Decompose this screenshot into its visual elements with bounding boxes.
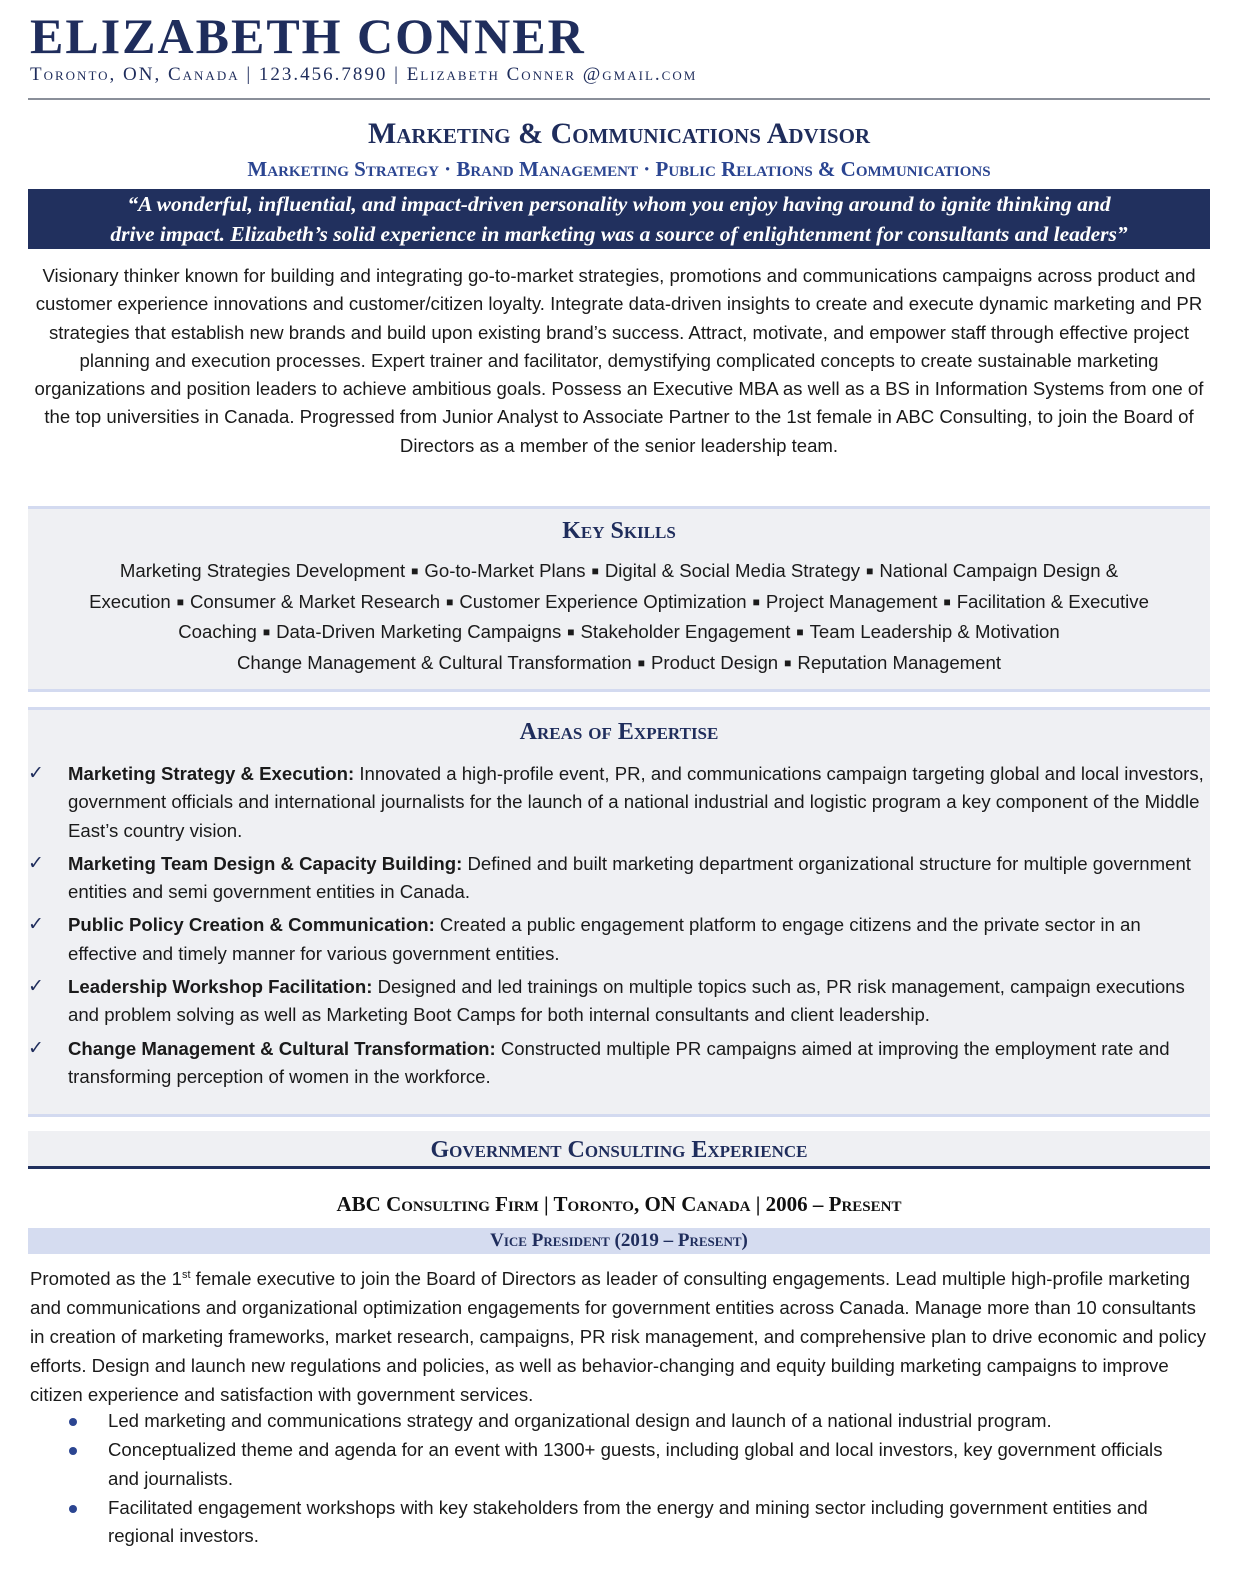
role-description-rest: female executive to join the Board of Directors as leader of consulting engagements. Lead multiple high-profile marketing and communications and organizational optimization engagements for government entities across Canada. Manage more than 10 consultants in creation of marketing frameworks, market research, campaigns, PR risk management, and comprehensive plan to drive economic and policy efforts. Design and launch new regulations and policies, as well as behavior-changing and equity building marketing campaigns to improve citizen experience and satisfaction with government services. <box>30 1268 1207 1406</box>
areas-of-expertise-section <box>28 707 1210 1117</box>
square-bullet-icon: ■ <box>591 564 599 578</box>
skill-item: Facilitation & Executive Coaching <box>178 590 1149 642</box>
square-bullet-icon: ■ <box>411 564 419 578</box>
headline-specialties: Marketing Strategy · Brand Management · Public Relations & Communications <box>247 157 991 181</box>
checkmark-icon: ✓ <box>28 763 44 784</box>
experience-section-header <box>28 1131 1210 1168</box>
role-description <box>30 1261 1212 1409</box>
expertise-title: Areas of Expertise <box>519 719 719 745</box>
expertise-label: Marketing Strategy & Execution: <box>68 763 355 784</box>
ordinal-suffix: st <box>181 1269 191 1281</box>
achievement-item <box>28 1436 1210 1493</box>
contact-line: Toronto, ON, Canada | 123.456.7890 | Elizabeth Conner @gmail.com <box>30 64 698 85</box>
skill-item: Go-to-Market Plans <box>424 560 586 581</box>
achievement-text: Led marketing and communications strategy and organizational design and launch of a national industrial program. <box>108 1410 1052 1431</box>
square-bullet-icon: ■ <box>567 625 575 639</box>
quote-line-2: drive impact. Elizabeth’s solid experience in marketing was a source of enlightenment for consultants and leaders” <box>110 222 1128 246</box>
square-bullet-icon: ■ <box>262 625 271 639</box>
expertise-label: Change Management & Cultural Transformation: <box>68 1037 496 1059</box>
expertise-label: Public Policy Creation & Communication: <box>68 914 435 936</box>
role-description-start: Promoted as the 1 <box>30 1268 182 1290</box>
bullet-dot-icon <box>69 1418 77 1426</box>
experience-divider <box>28 1166 1210 1169</box>
expertise-item <box>28 973 1210 1030</box>
role-title: Vice President (2019 – Present) <box>28 1228 1210 1254</box>
square-bullet-icon: ■ <box>637 655 646 670</box>
expertise-item <box>28 760 1210 845</box>
expertise-item <box>28 911 1210 968</box>
achievement-item <box>28 1494 1210 1551</box>
expertise-label: Marketing Team Design & Capacity Building: <box>68 852 463 874</box>
expertise-text: Created a public engagement platform to engage citizens and the private sector in an effective and timely manner for various government entities. <box>68 914 1141 964</box>
experience-title: Government Consulting Experience <box>430 1137 808 1163</box>
expertise-text: Constructed multiple PR campaigns aimed at improving the employment rate and transforming perception of women in the workforce. <box>68 1037 1170 1087</box>
skill-item: National Campaign Design & Execution <box>89 560 1119 612</box>
expertise-list <box>28 760 1210 1091</box>
skill-item: Data-Driven Marketing Campaigns <box>276 621 562 642</box>
key-skills-title: Key Skills <box>562 518 676 544</box>
checkmark-icon: ✓ <box>28 1037 44 1059</box>
skill-item: Stakeholder Engagement <box>580 621 791 642</box>
skill-item: Consumer & Market Research <box>189 590 441 612</box>
square-bullet-icon: ■ <box>446 594 454 609</box>
firm-line: ABC Consulting Firm | Toronto, ON Canada | 2006 – Present <box>336 1192 902 1216</box>
bullet-dot-icon <box>69 1447 77 1455</box>
achievement-item <box>28 1407 1210 1435</box>
expertise-text: Defined and built marketing department organizational structure for multiple government entities and semi government entities in Canada. <box>68 852 1191 903</box>
key-skills-section <box>28 506 1210 692</box>
checkmark-icon: ✓ <box>28 852 44 874</box>
key-skills-list <box>48 557 1190 679</box>
achievement-list <box>28 1407 1210 1551</box>
expertise-text: Innovated a high-profile event, PR, and communications campaign targeting global and local investors, government officials and international journalists for the launch of a national industrial and logistic program a key component of the Middle East’s country vision. <box>68 763 1204 841</box>
square-bullet-icon: ■ <box>866 564 874 578</box>
skill-item: Customer Experience Optimization <box>459 590 747 612</box>
square-bullet-icon: ■ <box>943 594 951 609</box>
skill-item: Product Design <box>651 651 779 673</box>
checkmark-icon: ✓ <box>28 914 44 936</box>
square-bullet-icon: ■ <box>784 655 792 670</box>
bullet-dot-icon <box>69 1505 77 1513</box>
skill-item: Team Leadership & Motivation <box>809 621 1060 642</box>
square-bullet-icon: ■ <box>796 625 804 639</box>
achievement-text: Facilitated engagement workshops with key stakeholders from the energy and mining sector including government entities and regional investors. <box>108 1496 1148 1547</box>
candidate-name: ELIZABETH CONNER <box>30 8 586 64</box>
square-bullet-icon: ■ <box>176 594 184 609</box>
professional-summary: Visionary thinker known for building and integrating go-to-market strategies, promotions and communications campaigns across product and customer experience innovations and customer/citizen loyalty. Integrate data-driven insights to create and execute dynamic marketing and PR strategies that establish new brands and build upon existing brand’s success. Attract, motivate, and empower staff through effective project planning and execution processes. Expert trainer and facilitator, demystifying complicated concepts to create sustainable marketing organizations and position leaders to achieve ambitious goals. Possess an Executive MBA as well as a BS in Information Systems from one of the top universities in Canada. Progressed from Junior Analyst to Associate Partner to the 1st female in ABC Consulting, to join the Board of Directors as a member of the senior leadership team. <box>34 265 1204 456</box>
square-bullet-icon: ■ <box>752 594 760 609</box>
skill-item: Marketing Strategies Development <box>119 560 406 581</box>
expertise-label: Leadership Workshop Facilitation: <box>68 976 373 998</box>
quote-line-1: “A wonderful, influential, and impact-driven personality whom you enjoy having around to ignite thinking and <box>127 192 1111 216</box>
checkmark-icon: ✓ <box>28 976 44 998</box>
expertise-item <box>28 850 1210 907</box>
header-divider <box>28 98 1210 100</box>
skill-item: Change Management & Cultural Transformation <box>236 651 632 673</box>
skill-item: Reputation Management <box>797 651 1002 673</box>
headline-title: Marketing & Communications Advisor <box>367 117 871 150</box>
achievement-text: Conceptualized theme and agenda for an event with 1300+ guests, including global and local investors, key government officials and journalists. <box>108 1439 1163 1489</box>
skill-item: Digital & Social Media Strategy <box>604 560 861 581</box>
skill-item: Project Management <box>765 590 938 612</box>
expertise-item <box>28 1035 1210 1092</box>
expertise-text: Designed and led trainings on multiple topics such as, PR risk management, campaign executions and problem solving as well as Marketing Boot Camps for both internal consultants and client leadership. <box>68 976 1185 1026</box>
testimonial-quote <box>28 189 1210 249</box>
